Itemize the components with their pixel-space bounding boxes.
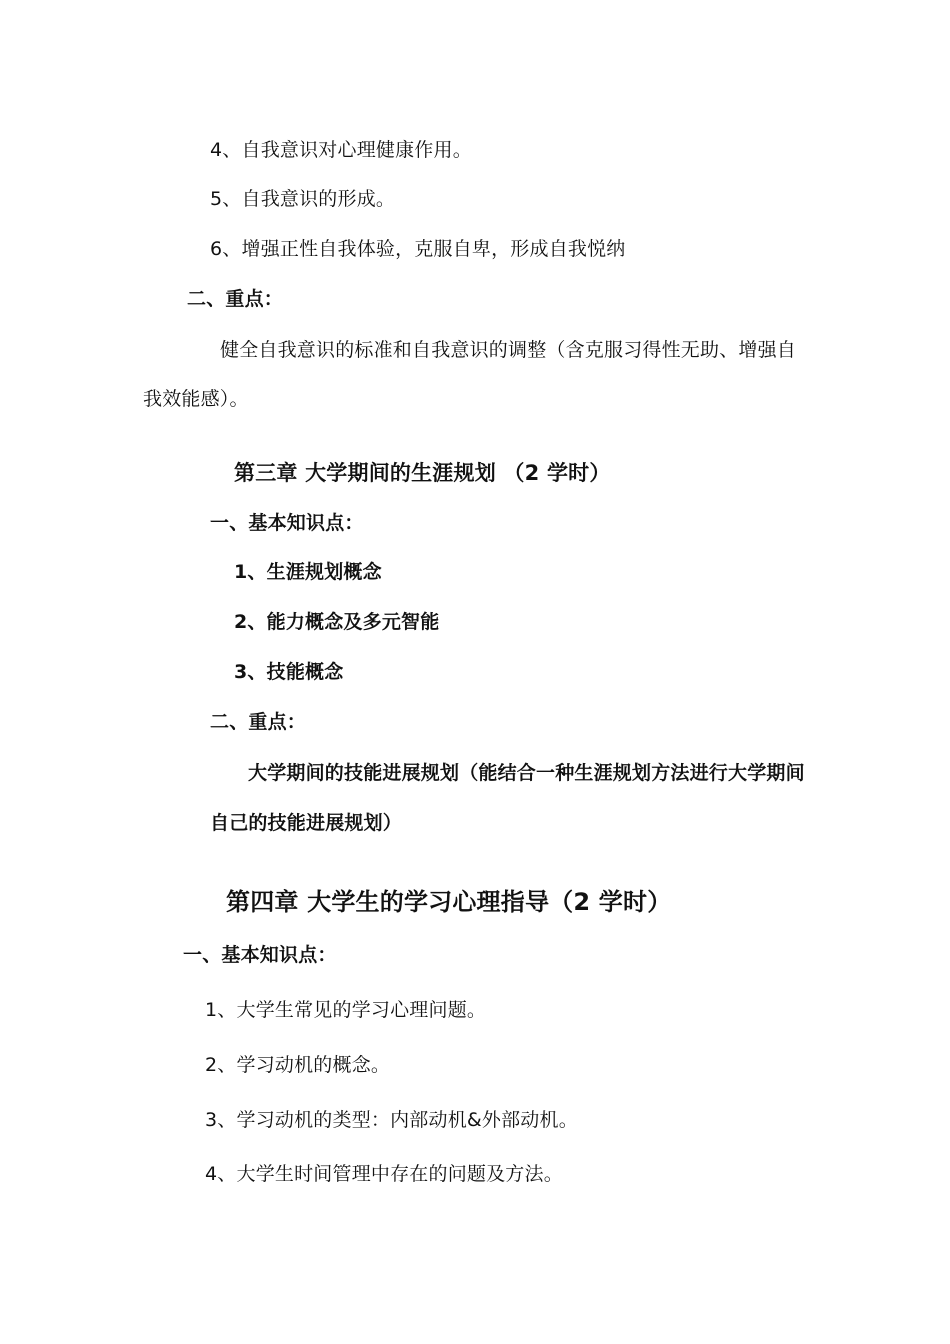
list-item: 3、技能概念 bbox=[234, 661, 344, 683]
chapter-title: 第三章 大学期间的生涯规划 （2 学时） bbox=[234, 461, 611, 485]
paragraph-line: 健全自我意识的标准和自我意识的调整（含克服习得性无助、增强自 bbox=[220, 339, 797, 361]
list-item: 1、大学生常见的学习心理问题。 bbox=[205, 999, 487, 1021]
list-item: 3、学习动机的类型：内部动机&外部动机。 bbox=[205, 1109, 578, 1131]
list-item: 2、学习动机的概念。 bbox=[205, 1054, 391, 1076]
key-points-heading: 二、重点： bbox=[187, 288, 284, 310]
list-item: 4、自我意识对心理健康作用。 bbox=[210, 139, 472, 161]
list-item: 1、生涯规划概念 bbox=[234, 561, 382, 583]
key-points-heading: 二、重点： bbox=[210, 711, 307, 733]
chapter-title: 第四章 大学生的学习心理指导（2 学时） bbox=[226, 888, 672, 916]
paragraph-line: 大学期间的技能进展规划（能结合一种生涯规划方法进行大学期间 bbox=[248, 762, 805, 784]
list-item: 2、能力概念及多元智能 bbox=[234, 611, 440, 633]
basics-heading: 一、基本知识点： bbox=[183, 944, 337, 966]
list-item: 5、自我意识的形成。 bbox=[210, 188, 396, 210]
list-item: 6、增强正性自我体验，克服自卑，形成自我悦纳 bbox=[210, 238, 626, 260]
paragraph-line: 自己的技能进展规划） bbox=[210, 812, 403, 834]
basics-heading: 一、基本知识点： bbox=[210, 512, 364, 534]
list-item: 4、大学生时间管理中存在的问题及方法。 bbox=[205, 1163, 563, 1185]
paragraph-line: 我效能感）。 bbox=[143, 388, 249, 410]
